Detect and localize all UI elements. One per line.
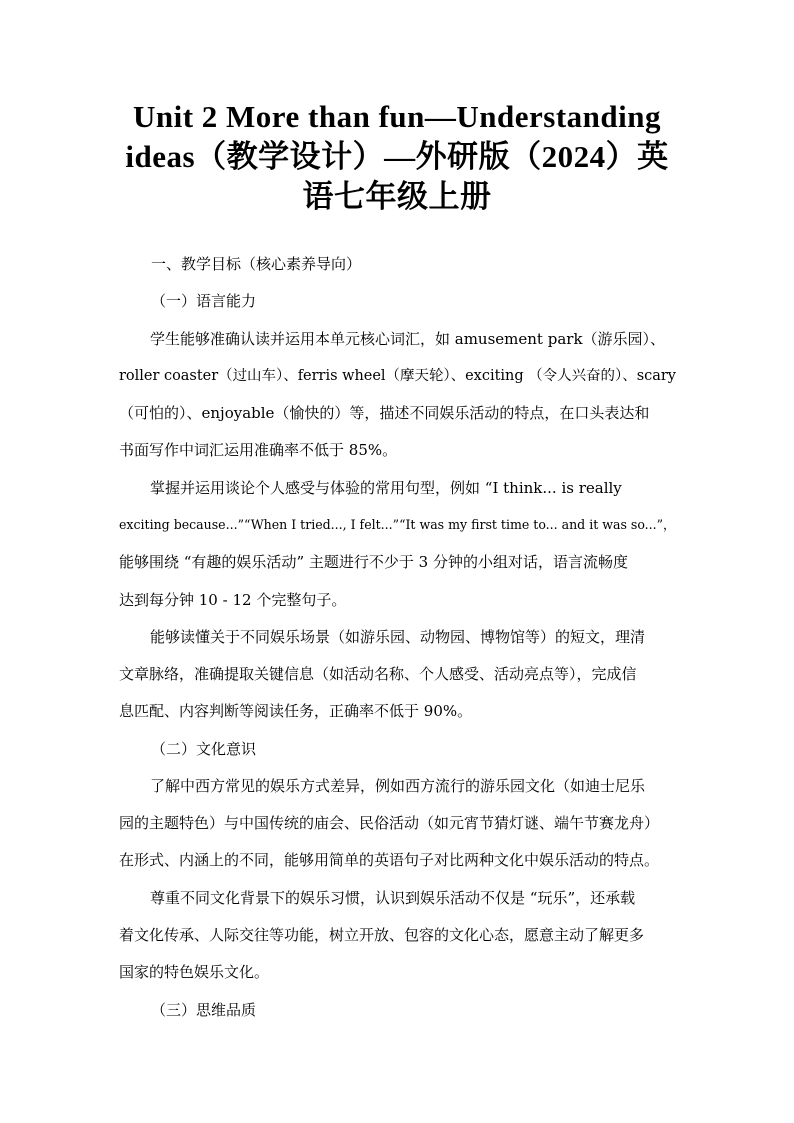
- paragraph-line: 能够读懂关于不同娱乐场景（如游乐园、动物园、博物馆等）的短文，理清: [150, 628, 646, 646]
- paragraph-line: roller coaster（过山车）、ferris wheel（摩天轮）、exciting （令人兴奋的）、scary: [119, 368, 676, 384]
- paragraph-line: 着文化传承、人际交往等功能，树立开放、包容的文化心态，愿意主动了解更多: [119, 926, 645, 944]
- paragraph-line: 书面写作中词汇运用准确率不低于 85%。: [119, 441, 398, 459]
- paragraph-line: 尊重不同文化背景下的娱乐习惯，认识到娱乐活动不仅是 “玩乐”，还承载: [150, 889, 636, 907]
- document-title: [100, 97, 694, 217]
- subheading-thinking-quality: （三）思维品质: [151, 1001, 257, 1019]
- paragraph-line: 能够围绕 “有趣的娱乐活动” 主题进行不少于 3 分钟的小组对话，语言流畅度: [119, 553, 628, 571]
- paragraph-line: 园的主题特色）与中国传统的庙会、民俗活动（如元宵节猜灯谜、端午节赛龙舟）: [119, 814, 660, 832]
- section-heading-teaching-goals: 一、教学目标（核心素养导向）: [151, 255, 362, 273]
- paragraph-line: 国家的特色娱乐文化。: [119, 963, 270, 981]
- paragraph-line: （可怕的）、enjoyable（愉快的）等，描述不同娱乐活动的特点，在口头表达和: [119, 404, 650, 422]
- paragraph-line: 学生能够准确认读并运用本单元核心词汇，如 amusement park（游乐园）、: [150, 330, 666, 348]
- paragraph-line: 在形式、内涵上的不同，能够用简单的英语句子对比两种文化中娱乐活动的特点。: [119, 851, 660, 869]
- subheading-language-ability: （一）语言能力: [151, 292, 257, 310]
- title-line-1: Unit 2 More than fun—Understanding: [132, 99, 661, 134]
- title-line-2: ideas（教学设计）—外研版（2024）英: [125, 139, 669, 174]
- paragraph-line: 了解中西方常见的娱乐方式差异，例如西方流行的游乐园文化（如迪士尼乐: [150, 777, 646, 795]
- paragraph-line: exciting because...”“When I tried..., I felt...”“It was my first time to... and it was so...”，: [119, 517, 676, 532]
- title-line-3: 语七年级上册: [302, 179, 492, 214]
- paragraph-line: 息匹配、内容判断等阅读任务，正确率不低于 90%。: [119, 702, 473, 720]
- paragraph-line: 掌握并运用谈论个人感受与体验的常用句型，例如 “I think... is really: [150, 479, 622, 497]
- paragraph-line: 达到每分钟 10 - 12 个完整句子。: [119, 591, 347, 609]
- paragraph-line: 文章脉络，准确提取关键信息（如活动名称、个人感受、活动亮点等），完成信: [119, 665, 637, 683]
- subheading-cultural-awareness: （二）文化意识: [151, 740, 257, 758]
